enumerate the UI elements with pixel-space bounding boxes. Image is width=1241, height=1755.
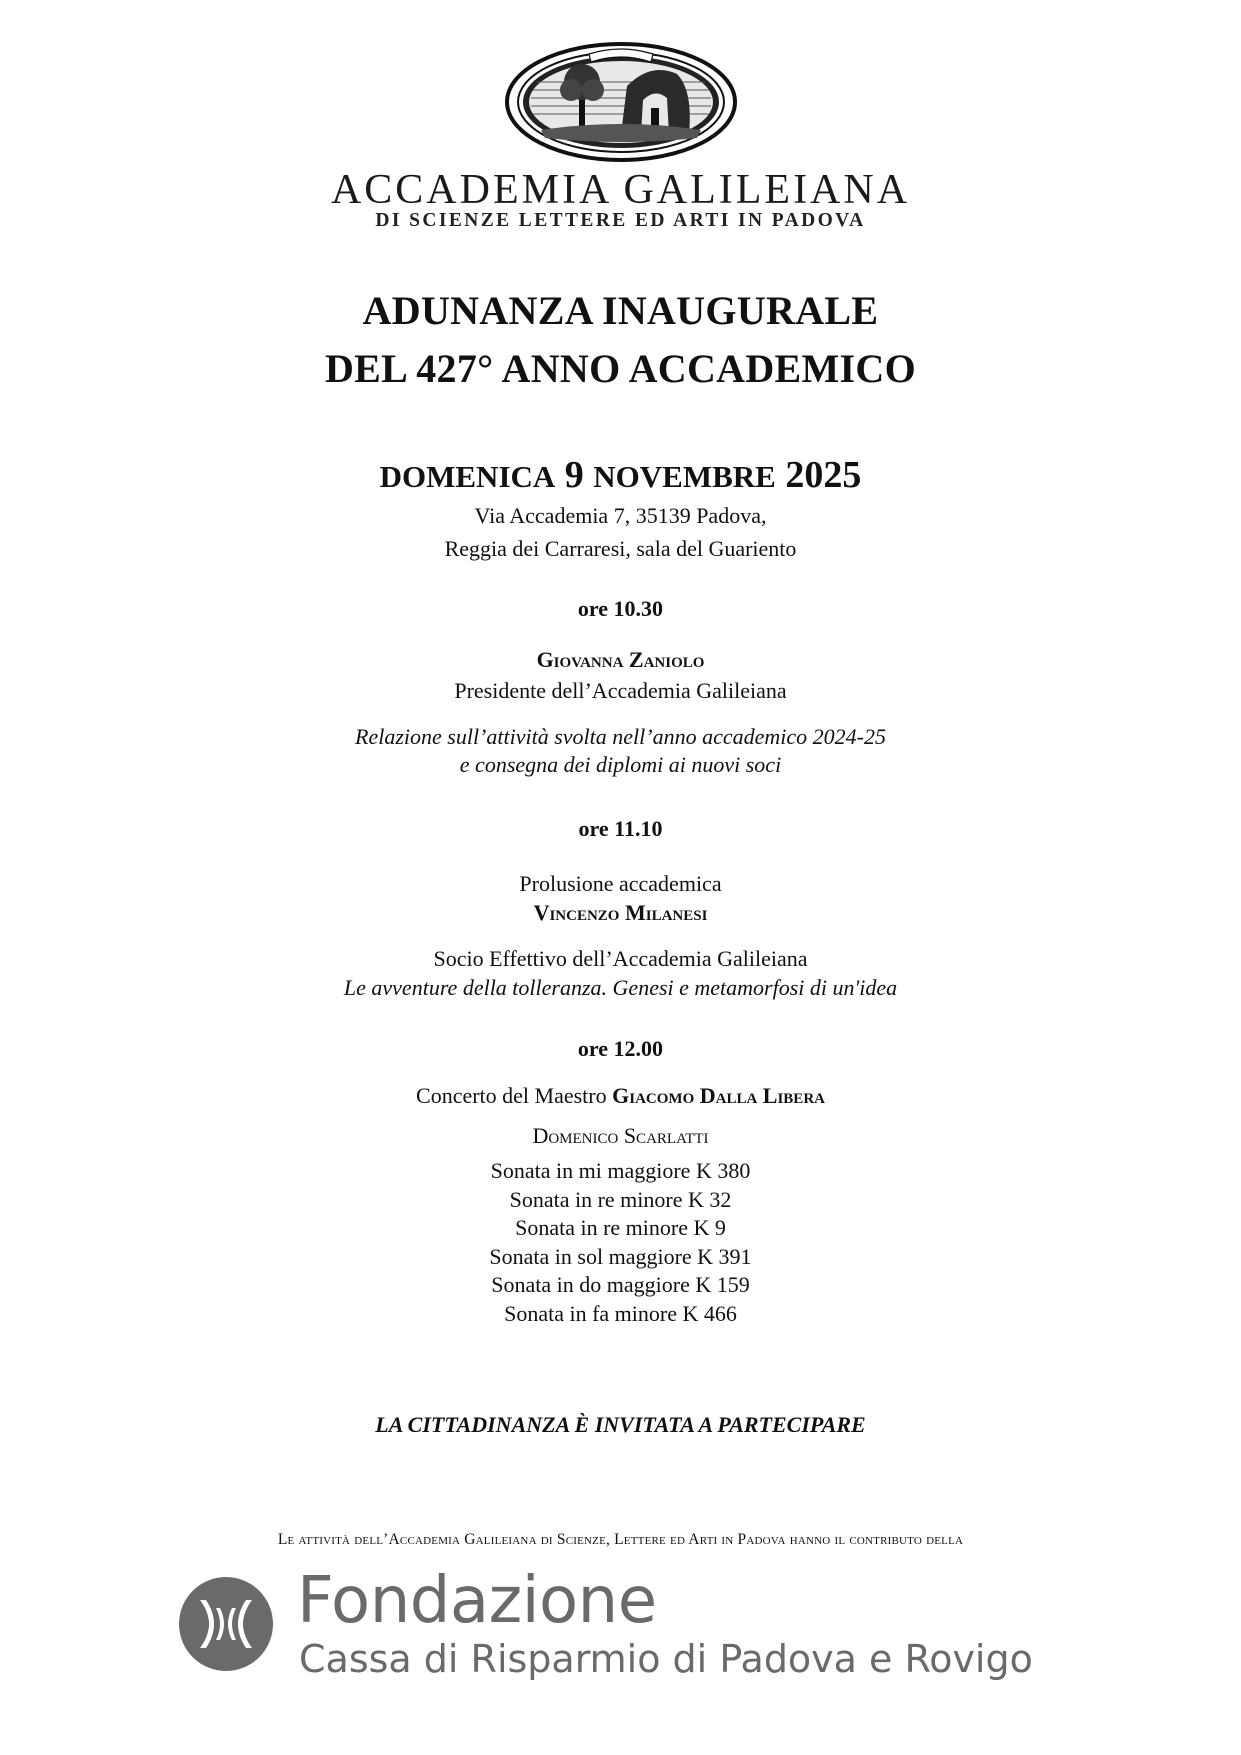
academy-emblem-icon	[501, 34, 741, 164]
list-item: Sonata in fa minore K 466	[504, 1300, 737, 1326]
date-day-number: 9	[564, 454, 584, 496]
list-item: Sonata in mi maggiore K 380	[490, 1158, 751, 1183]
event-title-line2: DEL 427° ANNO ACCADEMICO	[324, 346, 917, 391]
concert-prefix: Concerto del Maestro	[416, 1083, 607, 1108]
fondazione-logo-icon	[178, 1576, 274, 1672]
program-desc-1a: Relazione sull’attività svolta nell’anno accademico 2024-25	[355, 724, 886, 749]
program-intro-2: Prolusione accademica	[519, 871, 722, 896]
program-role-2: Socio Effettivo dell’Accademia Galileiana	[433, 946, 808, 971]
composer-name: Domenico Scarlatti	[532, 1123, 709, 1148]
academy-subtitle: DI SCIENZE LETTERE ED ARTI IN PADOVA	[375, 210, 866, 231]
date-month: NOVEMBRE	[593, 459, 776, 494]
invitation-text: LA CITTADINANZA È INVITATA A PARTECIPARE	[375, 1412, 866, 1437]
program-time-2: ore 11.10	[578, 816, 663, 841]
address-line1: Via Accademia 7, 35139 Padova,	[474, 503, 767, 528]
list-item: Sonata in sol maggiore K 391	[489, 1243, 752, 1269]
speaker-name: Giovanna Zaniolo	[536, 647, 705, 672]
program-desc-1b: e consegna dei diplomi ai nuovi soci	[459, 752, 782, 777]
date-day-word: DOMENICA	[379, 459, 556, 494]
list-item: Sonata in do maggiore K 159	[491, 1272, 750, 1298]
foundation-name: Fondazione	[297, 1564, 657, 1638]
program-topic-2: Le avventure della tolleranza. Genesi e metamorfosi di un'idea	[343, 975, 898, 1000]
program-role-1: Presidente dell’Accademia Galileiana	[454, 678, 787, 703]
foundation-subtitle: Cassa di Risparmio di Padova e Rovigo	[299, 1637, 1033, 1681]
event-title	[0, 282, 1241, 398]
sonata-list	[0, 1157, 1241, 1329]
event-title-line1: ADUNANZA INAUGURALE	[362, 288, 879, 333]
speaker-name: Vincenzo Milanesi	[533, 900, 708, 925]
event-address	[0, 499, 1241, 565]
event-date	[0, 452, 1241, 500]
program-concert-3	[0, 1081, 1241, 1110]
program-time-3: ore 12.00	[577, 1036, 664, 1061]
contribution-note: Le attività dell’Accademia Galileiana di Scienze, Lettere ed Arti in Padova hanno il contributo della	[277, 1531, 964, 1548]
program-speaker-1	[0, 645, 1241, 674]
program-time-1: ore 10.30	[577, 596, 664, 621]
address-line2: Reggia dei Carraresi, sala del Guariento	[444, 536, 797, 561]
list-item: Sonata in re minore K 9	[515, 1215, 726, 1241]
list-item: Sonata in re minore K 32	[509, 1186, 732, 1212]
academy-name: ACCADEMIA GALILEIANA	[330, 167, 911, 213]
program-speaker-2	[0, 898, 1241, 927]
date-year: 2025	[785, 454, 862, 496]
performer-name: Giacomo Dalla Libera	[612, 1083, 825, 1108]
